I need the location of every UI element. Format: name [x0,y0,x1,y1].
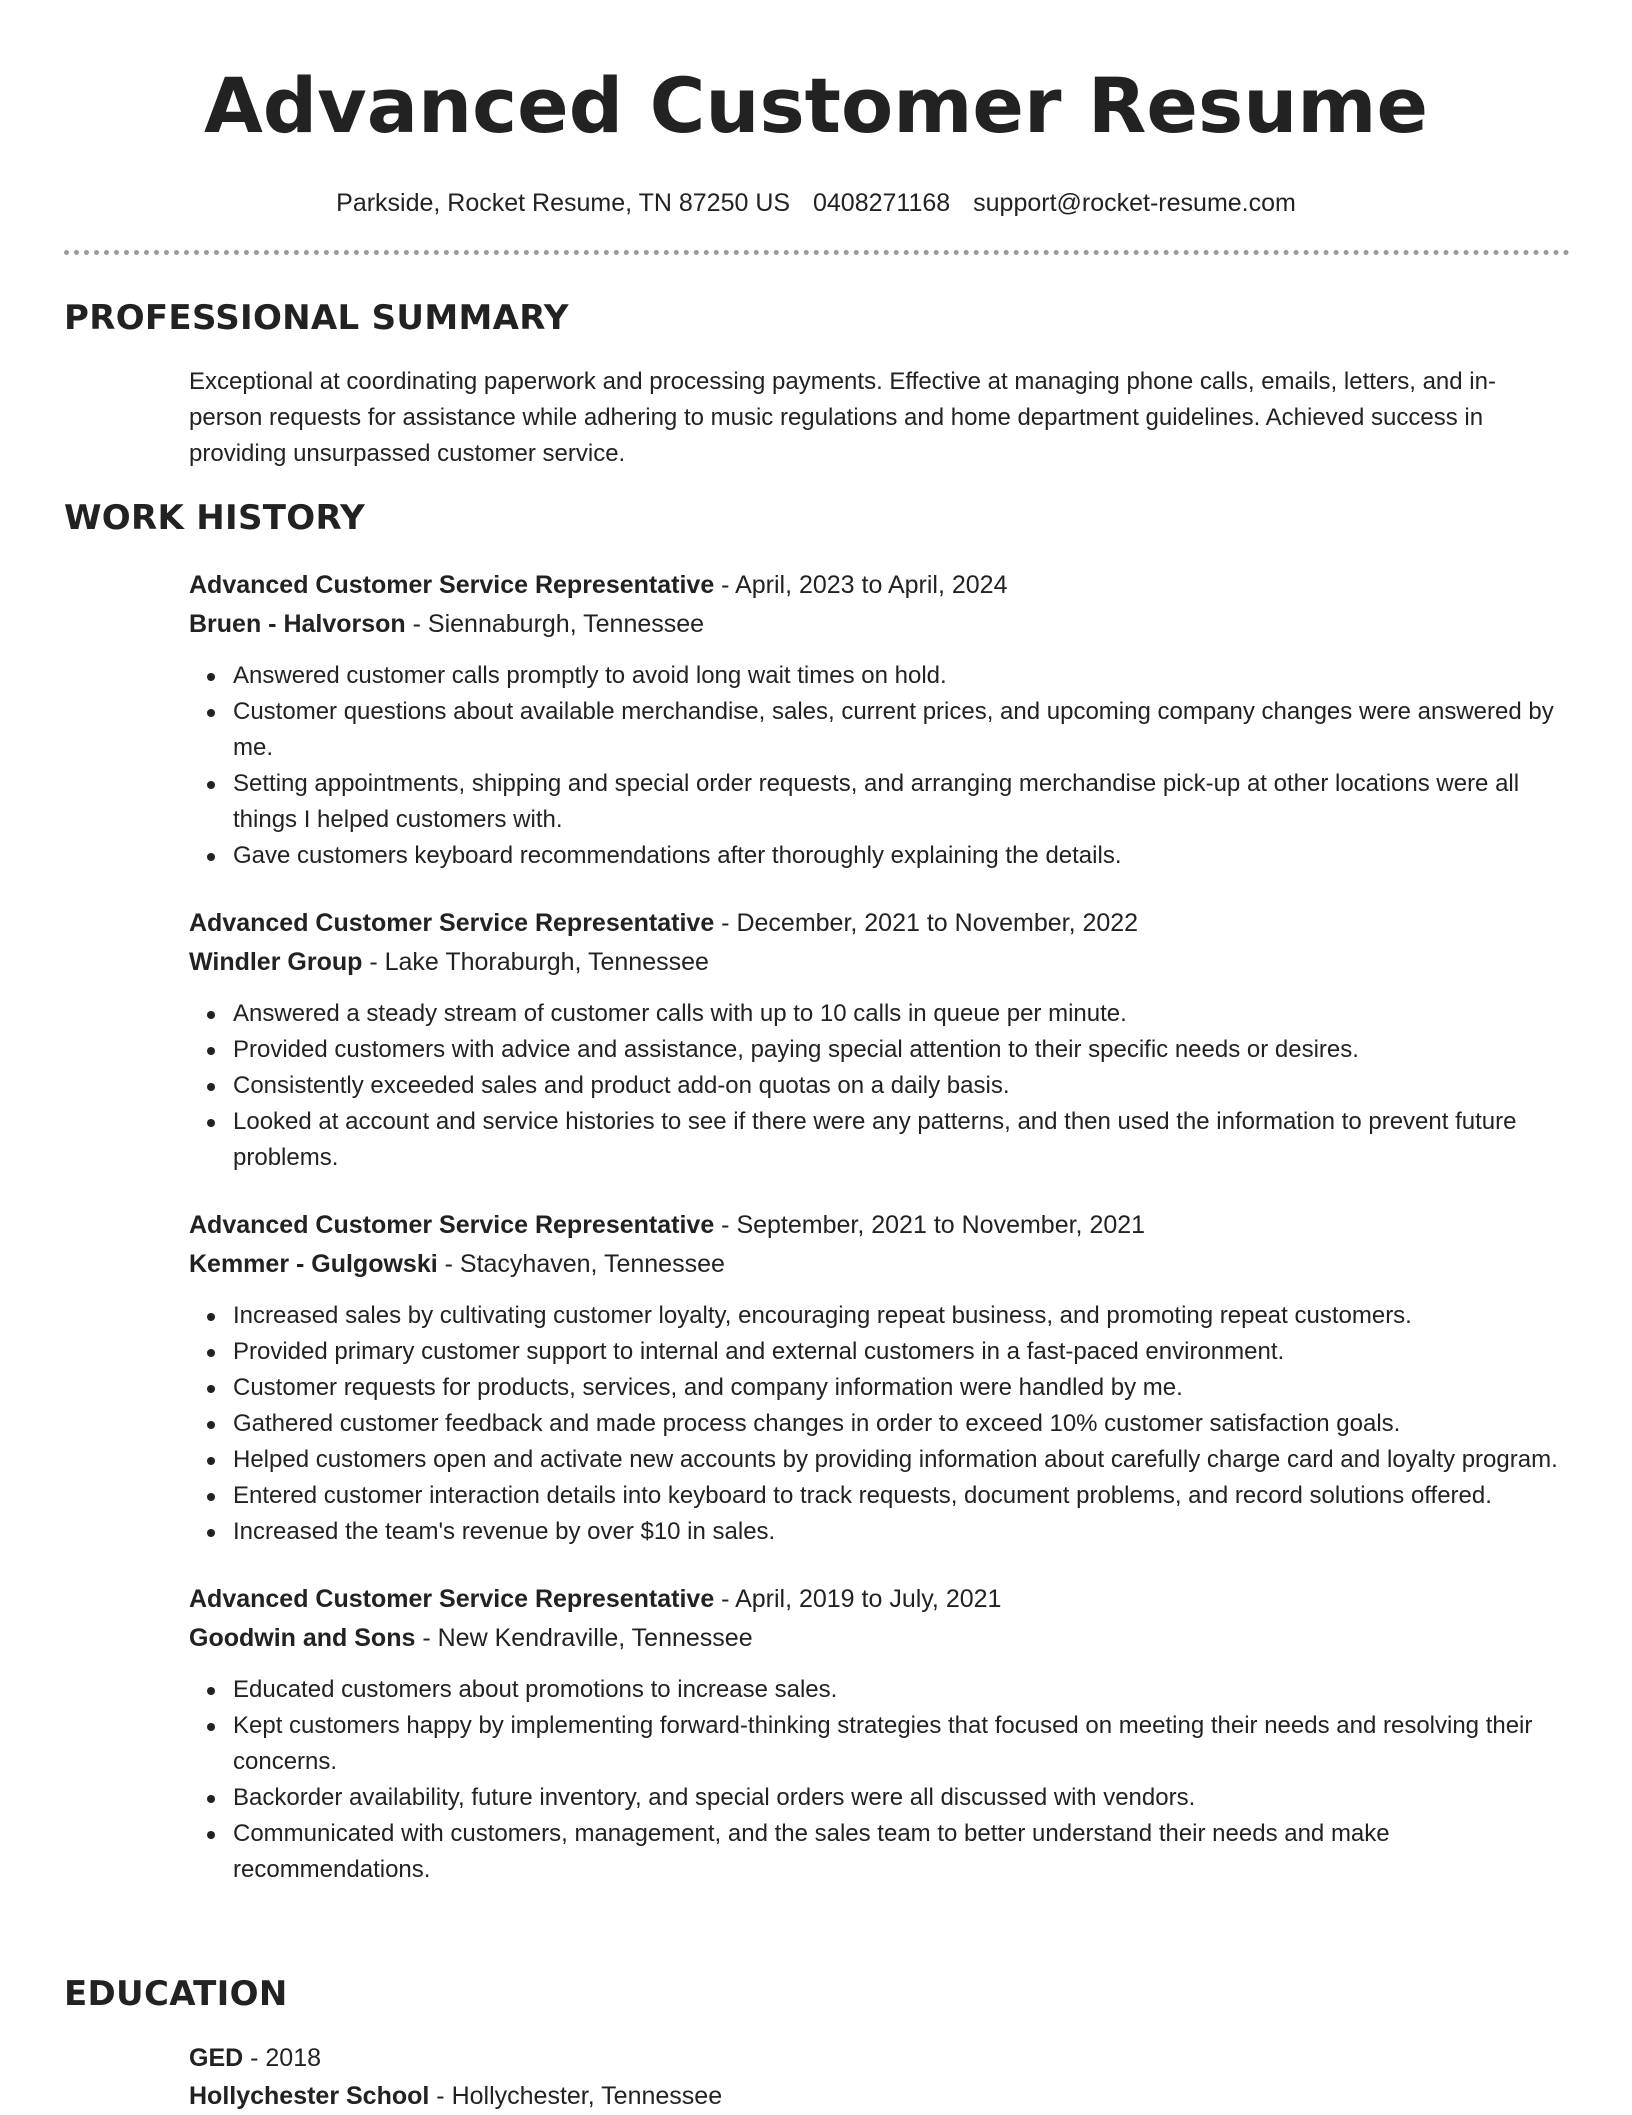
job-bullets [189,1298,1569,1550]
education-location: - Hollychester, Tennessee [429,2082,723,2110]
contact-phone: 0408271168 [813,189,951,217]
job-company: Kemmer - Gulgowski [189,1250,438,1278]
job-role: Advanced Customer Service Representative [189,1585,715,1613]
job-title-line [189,904,1569,943]
job-dates: - April, 2023 to April, 2024 [714,571,1008,599]
list-item: Kept customers happy by implementing forward-thinking strategies that focused on meeting their needs and resolving their concerns. [233,1708,1569,1780]
resume-header [0,0,1632,220]
job-bullets [189,1672,1569,1888]
list-item: Provided customers with advice and assistance, paying special attention to their specific needs or desires. [233,1032,1569,1068]
list-item: Answered a steady stream of customer calls with up to 10 calls in queue per minute. [233,996,1569,1032]
job-title-line [189,566,1569,605]
education-year: - 2018 [243,2044,322,2072]
contact-line [0,186,1632,220]
job-role: Advanced Customer Service Representative [189,571,715,599]
job-company-line [189,605,1569,644]
job-company-line [189,1245,1569,1284]
summary-text: Exceptional at coordinating paperwork and processing payments. Effective at managing phone calls, emails, letters, and in-person requests for assistance while adhering to music regulations and home department guidelines. Achieved success in providing unsurpassed customer service. [189,368,1496,467]
job-location: - Siennaburgh, Tennessee [405,610,705,638]
job-title-line [189,1580,1569,1619]
list-item: Provided primary customer support to internal and external customers in a fast-paced environment. [233,1334,1569,1370]
list-item: Gathered customer feedback and made process changes in order to exceed 10% customer satisfaction goals. [233,1406,1569,1442]
list-item: Backorder availability, future inventory, and special orders were all discussed with vendors. [233,1780,1569,1816]
summary-section [189,364,1569,472]
list-item: Looked at account and service histories to see if there were any patterns, and then used the information to prevent future problems. [233,1104,1569,1176]
education-section [189,2039,1569,2115]
list-item: Setting appointments, shipping and special order requests, and arranging merchandise pick-up at other locations were all things I helped customers with. [233,766,1569,838]
job-company: Bruen - Halvorson [189,610,406,638]
list-item: Educated customers about promotions to increase sales. [233,1672,1569,1708]
job-company: Windler Group [189,948,363,976]
education-school-line [189,2077,1569,2115]
summary-heading: PROFESSIONAL SUMMARY [64,298,569,338]
job-location: - Stacyhaven, Tennessee [437,1250,725,1278]
list-item: Customer requests for products, services, and company information were handled by me. [233,1370,1569,1406]
job-title-line [189,1206,1569,1245]
resume-title: Advanced Customer Resume [203,61,1429,150]
list-item: Helped customers open and activate new accounts by providing information about carefully charge card and loyalty program. [233,1442,1569,1478]
contact-address: Parkside, Rocket Resume, TN 87250 US [336,189,791,217]
list-item: Entered customer interaction details into keyboard to track requests, document problems, and record solutions offered. [233,1478,1569,1514]
job-entry [189,904,1569,1176]
job-location: - New Kendraville, Tennessee [415,1624,753,1652]
education-degree-line [189,2039,1569,2077]
education-school: Hollychester School [189,2082,430,2110]
list-item: Increased sales by cultivating customer loyalty, encouraging repeat business, and promoting repeat customers. [233,1298,1569,1334]
header-divider [64,250,1570,255]
list-item: Consistently exceeded sales and product add-on quotas on a daily basis. [233,1068,1569,1104]
contact-email: support@rocket-resume.com [973,189,1296,217]
job-bullets [189,996,1569,1176]
list-item: Gave customers keyboard recommendations after thoroughly explaining the details. [233,838,1569,874]
job-company-line [189,1619,1569,1658]
work-history-heading: WORK HISTORY [64,498,366,538]
list-item: Customer questions about available merchandise, sales, current prices, and upcoming company changes were answered by me. [233,694,1569,766]
job-dates: - December, 2021 to November, 2022 [714,909,1139,937]
job-role: Advanced Customer Service Representative [189,1211,715,1239]
job-entry [189,1206,1569,1550]
list-item: Increased the team's revenue by over $10 in sales. [233,1514,1569,1550]
job-location: - Lake Thoraburgh, Tennessee [362,948,709,976]
job-company-line [189,943,1569,982]
job-entry [189,1580,1569,1888]
job-bullets [189,658,1569,874]
work-history-section [189,566,1569,1918]
list-item: Communicated with customers, management, and the sales team to better understand their needs and make recommendations. [233,1816,1569,1888]
education-heading: EDUCATION [64,1974,288,2014]
job-company: Goodwin and Sons [189,1624,416,1652]
job-dates: - April, 2019 to July, 2021 [714,1585,1002,1613]
job-dates: - September, 2021 to November, 2021 [714,1211,1146,1239]
list-item: Answered customer calls promptly to avoid long wait times on hold. [233,658,1569,694]
education-degree: GED [189,2044,244,2072]
job-entry [189,566,1569,874]
job-role: Advanced Customer Service Representative [189,909,715,937]
